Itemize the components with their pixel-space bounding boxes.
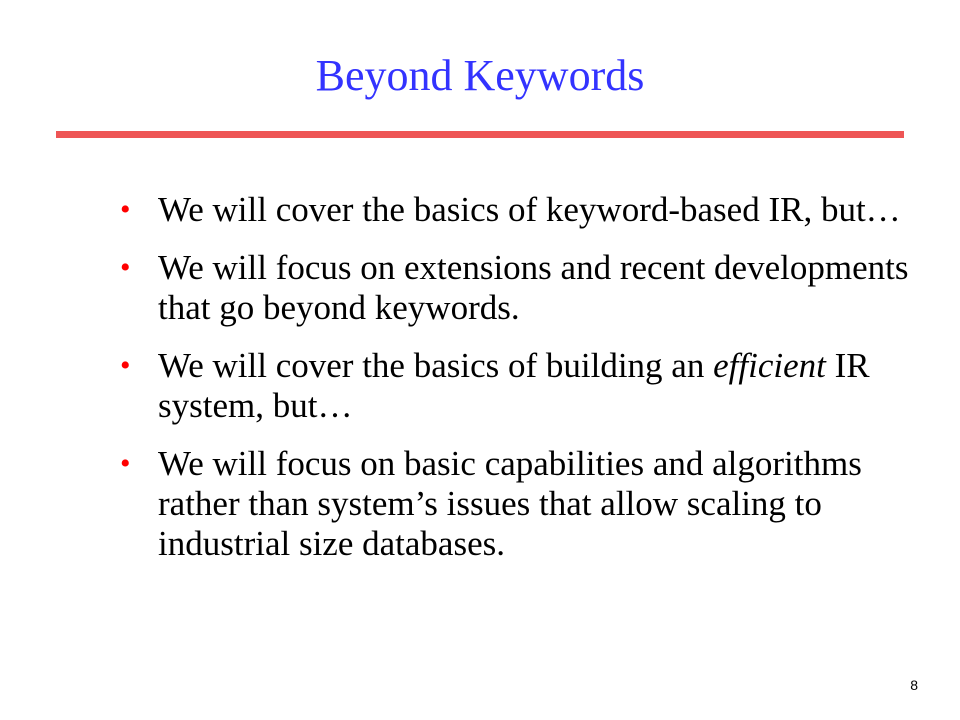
bullet-text: We will focus on extensions and recent developments that go beyond keywords. bbox=[158, 248, 909, 327]
bullet-item bbox=[120, 444, 910, 564]
bullet-icon: • bbox=[120, 251, 131, 284]
bullet-item bbox=[120, 346, 910, 426]
bullet-icon: • bbox=[120, 349, 131, 382]
bullet-text-part: We will cover the basics of building an bbox=[158, 346, 714, 385]
slide-title: Beyond Keywords bbox=[315, 51, 645, 100]
bullet-list bbox=[120, 190, 910, 582]
page-number: 8 bbox=[910, 677, 918, 693]
bullet-text bbox=[158, 346, 870, 425]
bullet-icon: • bbox=[120, 193, 131, 226]
emphasized-word: efficient bbox=[713, 346, 826, 385]
bullet-item bbox=[120, 190, 910, 230]
bullet-text: We will cover the basics of keyword-based IR, but… bbox=[158, 190, 901, 229]
bullet-icon: • bbox=[120, 447, 131, 480]
bullet-text-part: IR system, but… bbox=[158, 346, 870, 425]
title-divider bbox=[56, 131, 904, 138]
bullet-item bbox=[120, 248, 910, 328]
bullet-text: We will focus on basic capabilities and algorithms rather than system’s issues that allow scaling to industrial size databases. bbox=[158, 444, 862, 563]
